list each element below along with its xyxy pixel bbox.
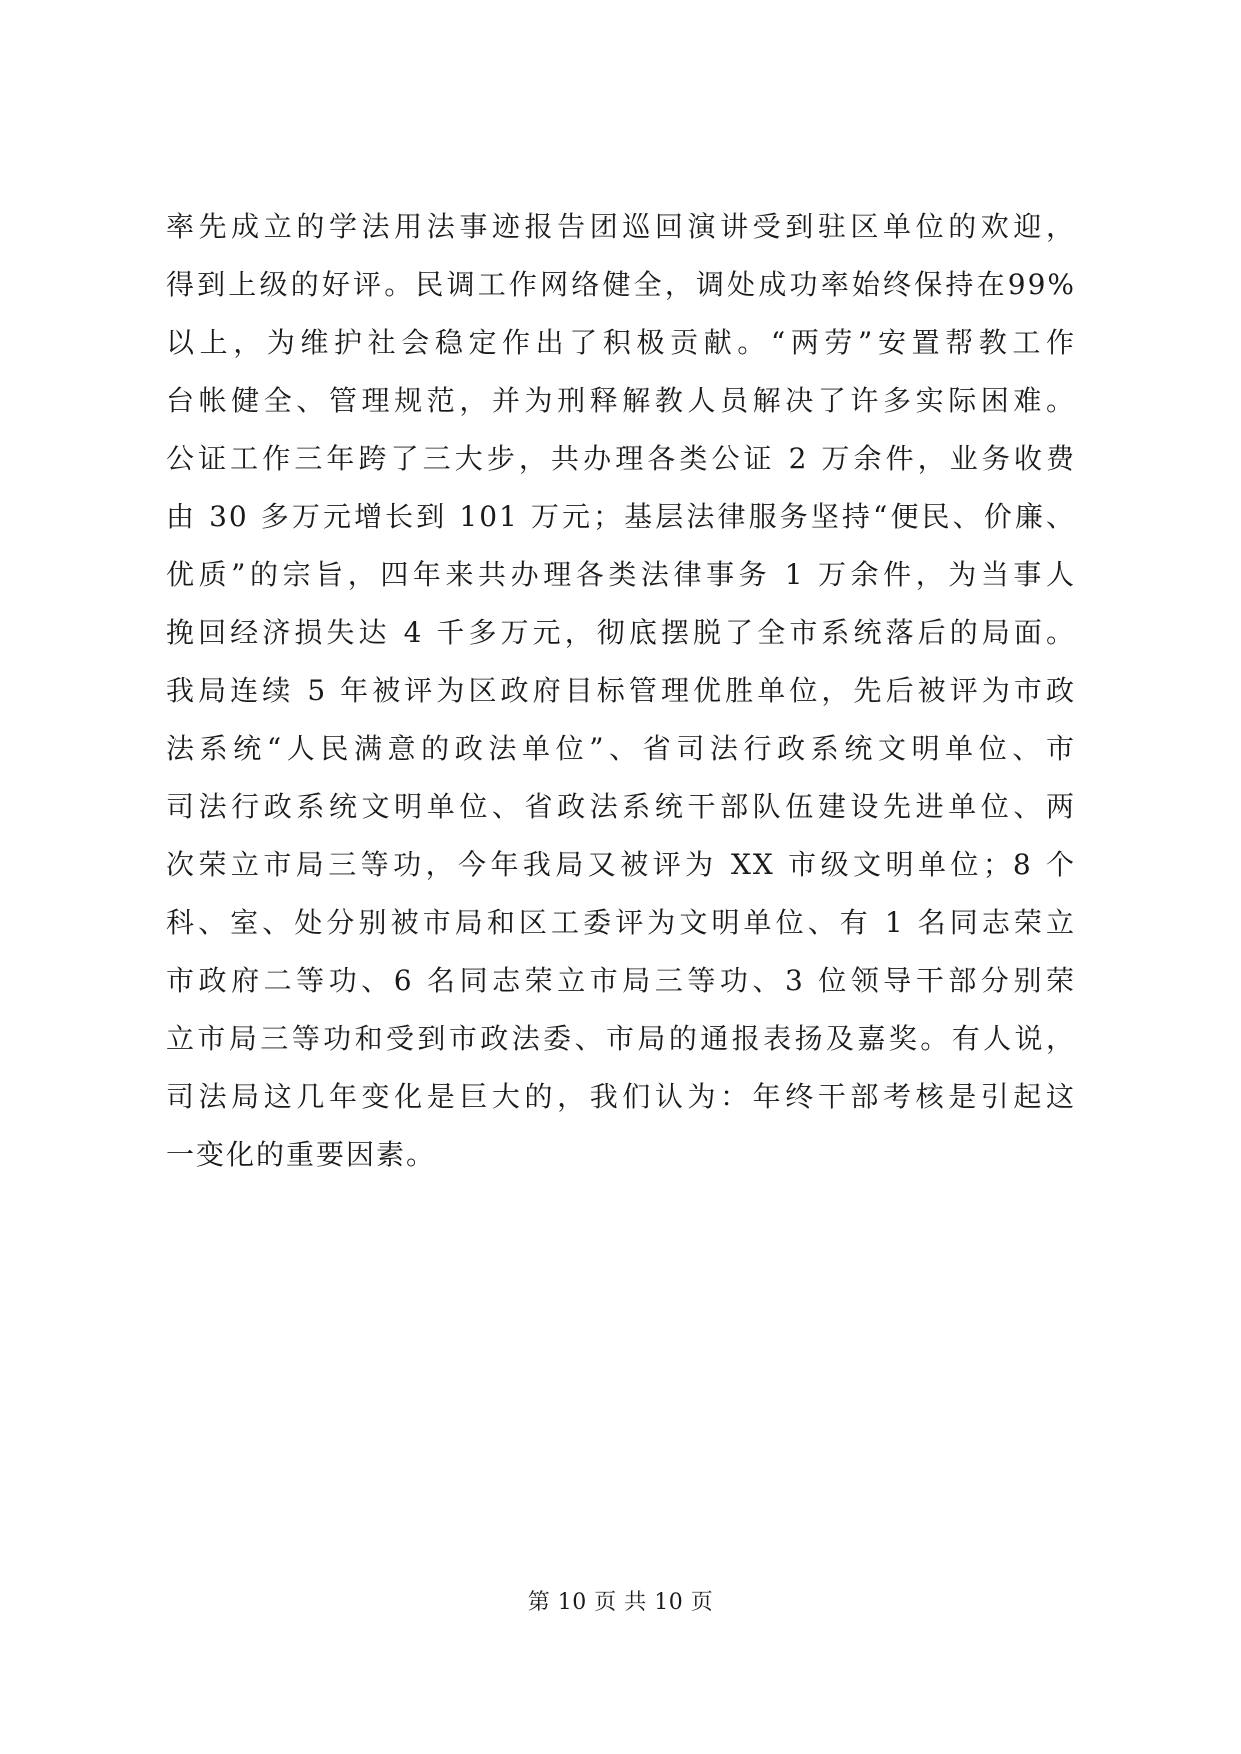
page-footer <box>0 1585 1241 1616</box>
text-line: 率先成立的学法用法事迹报告团巡回演讲受到驻区单位的欢迎， <box>166 210 1076 243</box>
text-line: 司法行政系统文明单位、省政法系统干部队伍建设先进单位、两 <box>166 790 1076 823</box>
text-line: 法系统“人民满意的政法单位”、省司法行政系统文明单位、市 <box>166 732 1076 765</box>
text-line: 台帐健全、管理规范，并为刑释解教人员解决了许多实际困难。 <box>166 384 1076 417</box>
text-line: 立市局三等功和受到市政法委、市局的通报表扬及嘉奖。有人说， <box>166 1022 1076 1055</box>
text-line: 市政府二等功、6 名同志荣立市局三等功、3 位领导干部分别荣 <box>166 964 1076 997</box>
text-line: 科、室、处分别被市局和区工委评为文明单位、有 1 名同志荣立 <box>166 906 1076 939</box>
body-paragraph <box>166 198 1076 1184</box>
page-number: 第 10 页 共 10 页 <box>527 1590 714 1615</box>
text-line: 优质”的宗旨，四年来共办理各类法律事务 1 万余件，为当事人 <box>166 558 1076 591</box>
text-line: 公证工作三年跨了三大步，共办理各类公证 2 万余件，业务收费 <box>166 442 1076 475</box>
text-line: 得到上级的好评。民调工作网络健全，调处成功率始终保持在99% <box>166 268 1076 301</box>
text-line: 我局连续 5 年被评为区政府目标管理优胜单位，先后被评为市政 <box>166 674 1076 707</box>
text-line: 次荣立市局三等功，今年我局又被评为 XX 市级文明单位；8 个 <box>166 848 1076 881</box>
text-line: 以上，为维护社会稳定作出了积极贡献。“两劳”安置帮教工作 <box>166 326 1076 359</box>
text-line: 司法局这几年变化是巨大的，我们认为：年终干部考核是引起这 <box>166 1080 1076 1113</box>
text-line: 由 30 多万元增长到 101 万元；基层法律服务坚持“便民、价廉、 <box>166 500 1076 533</box>
text-line: 一变化的重要因素。 <box>166 1138 437 1171</box>
text-line: 挽回经济损失达 4 千多万元，彻底摆脱了全市系统落后的局面。 <box>166 616 1076 649</box>
